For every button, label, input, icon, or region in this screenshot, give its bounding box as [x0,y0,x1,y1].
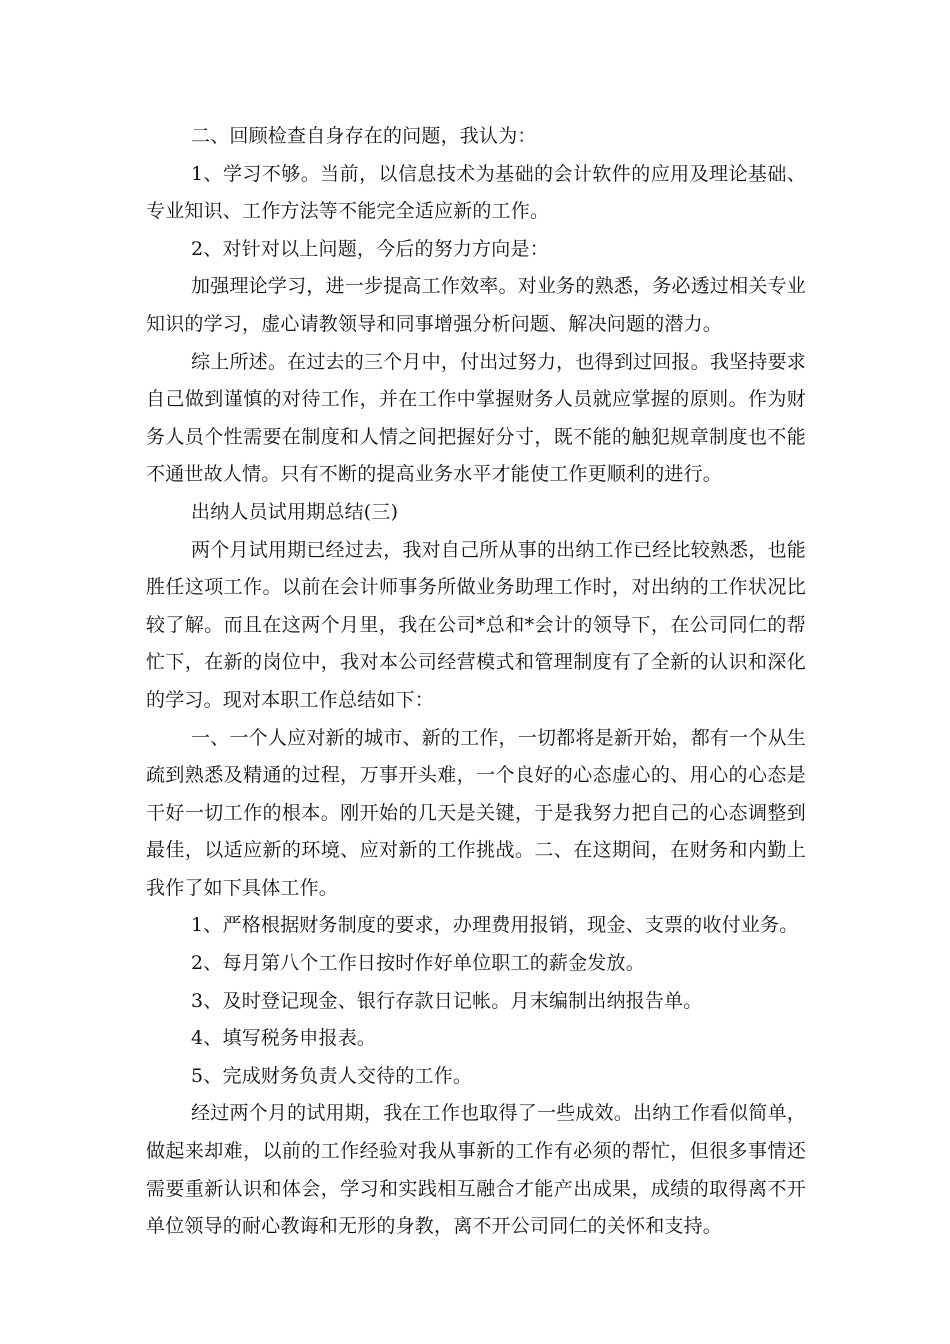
section-title-cashier-summary-3: 出纳人员试用期总结(三) [191,500,399,523]
paragraph-intro-two-months: 两个月试用期已经过去，我对自己所从事的出纳工作已经比较熟悉，也能胜任这项工作。以前在会计师事务所做业务助理工作时，对出纳的工作状况比较了解。而且在这两个月里，我在公司*总和*会计的领导下，在公司同仁的帮忙下，在新的岗位中，我对本公司经营模式和管理制度有了全新的认识和深化的学习。现对本职工作总结如下： [146,538,806,711]
paragraph-conclusion: 经过两个月的试用期，我在工作也取得了一些成效。出纳工作看似简单，做起来却难，以前的工作经验对我从事新的工作有必须的帮忙，但很多事情还需要重新认识和体会，学习和实践相互融合才能产出成果，成绩的取得离不开单位领导的耐心教诲和无形的身教，离不开公司同仁的关怀和支持。 [146,1102,806,1238]
list-item-5: 5、完成财务负责人交待的工作。 [191,1064,473,1087]
paragraph-section-one: 一、一个人应对新的城市、新的工作，一切都将是新开始，都有一个从生疏到熟悉及精通的过程，万事开头难，一个良好的心态虚心的、用心的心态是干好一切工作的根本。刚开始的几天是关键，于是我努力把自己的心态调整到最佳，以适应新的环境、应对新的工作挑战。二、在这期间，在财务和内勤上我作了如下具体工作。 [146,726,806,899]
paragraph-section-two-heading: 二、回顾检查自身存在的问题，我认为： [191,125,537,147]
paragraph-strengthen-theory: 加强理论学习，进一步提高工作效率。对业务的熟悉，务必透过相关专业知识的学习，虚心请教领导和同事增强分析问题、解决问题的潜力。 [146,275,806,335]
list-item-3: 3、及时登记现金、银行存款日记帐。月末编制出纳报告单。 [191,989,703,1012]
list-item-2: 2、每月第八个工作日按时作好单位职工的薪金发放。 [191,952,645,975]
paragraph-summary: 综上所述。在过去的三个月中，付出过努力，也得到过回报。我坚持要求自己做到谨慎的对待工作，并在工作中掌握财务人员就应掌握的原则。作为财务人员个性需要在制度和人情之间把握好分寸，既不能的触犯规章制度也不能不通世故人情。只有不断的提高业务水平才能使工作更顺利的进行。 [146,350,806,486]
list-item-4: 4、填写税务申报表。 [191,1027,377,1050]
document-body [146,118,806,1246]
paragraph-item-1-study: 1、学习不够。当前，以信息技术为基础的会计软件的应用及理论基础、专业知识、工作方法等不能完全适应新的工作。 [146,162,806,223]
list-item-1: 1、严格根据财务制度的要求，办理费用报销，现金、支票的收付业务。 [191,914,799,937]
paragraph-item-2-direction: 2、对针对以上问题，今后的努力方向是： [191,237,549,260]
